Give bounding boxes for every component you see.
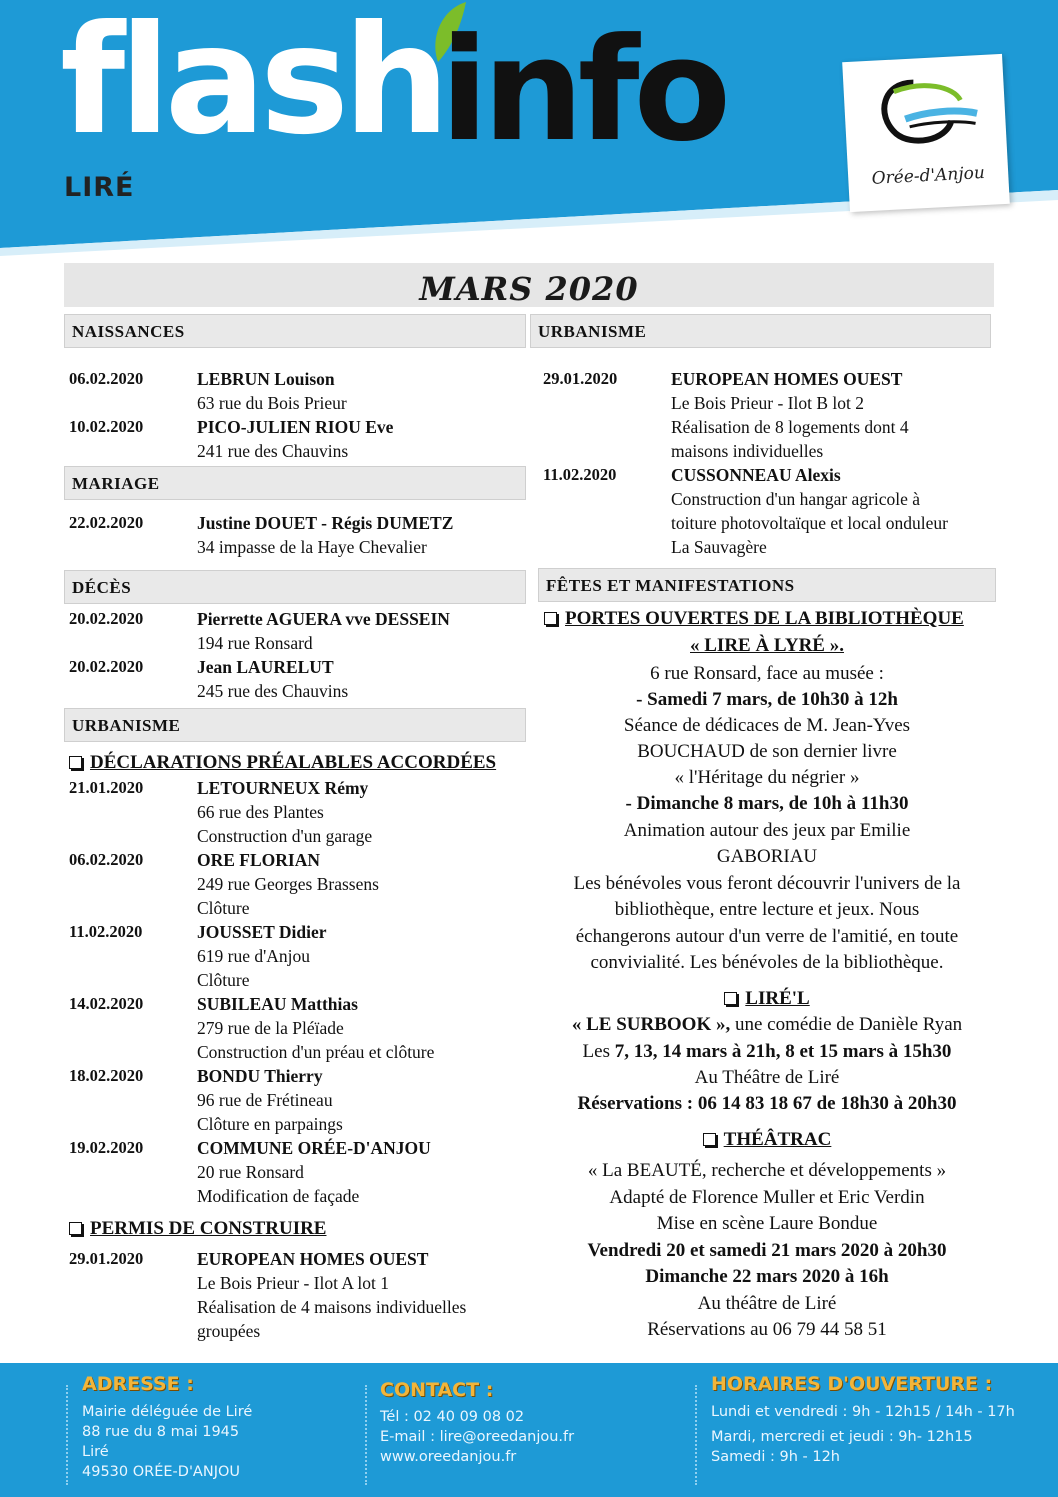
footer-horaires-title: HORAIRES D'OUVERTURE : <box>711 1373 993 1395</box>
logo-text: Orée-d'Anjou <box>871 162 986 189</box>
footer-contact-title: CONTACT : <box>380 1379 494 1401</box>
footer-horaires-line: Samedi : 9h - 12h <box>711 1449 840 1465</box>
subsection-permis: PERMIS DE CONSTRUIRE <box>69 1218 326 1240</box>
oree-danjou-logo <box>842 54 1010 212</box>
theatrac-line: Adapté de Florence Muller et Eric Verdin <box>609 1187 925 1208</box>
entry-line: groupées <box>197 1321 261 1341</box>
lirel-line: Les 7, 13, 14 mars à 21h, 8 et 15 mars à 15h30 <box>582 1041 952 1062</box>
entry-line: maisons individuelles <box>671 441 824 461</box>
logo-icon <box>863 69 988 165</box>
section-mariage: MARIAGE <box>64 466 526 500</box>
lirel-line: Au Théâtre de Liré <box>694 1067 840 1088</box>
entry-name: CUSSONNEAU Alexis <box>671 465 841 485</box>
subsection-declarations: DÉCLARATIONS PRÉALABLES ACCORDÉES <box>69 752 496 774</box>
footer-divider <box>695 1385 697 1485</box>
bib-line: bibliothèque, entre lecture et jeux. Nous <box>614 899 920 920</box>
brand-info: info <box>440 8 726 173</box>
footer-contact-line: Tél : 02 40 09 08 02 <box>380 1409 525 1425</box>
theatrac-line: Dimanche 22 mars 2020 à 16h <box>645 1266 889 1287</box>
entry-line: La Sauvagère <box>671 537 767 557</box>
date: 11.02.2020 <box>543 465 617 484</box>
bib-line: Animation autour des jeux par Emilie <box>623 820 911 841</box>
entry-name: Justine DOUET - Régis DUMETZ <box>197 513 454 533</box>
entry-line: Construction d'un hangar agricole à <box>671 489 921 509</box>
bib-line: GABORIAU <box>716 846 818 867</box>
bib-line: - Dimanche 8 mars, de 10h à 11h30 <box>625 793 909 814</box>
date: 29.01.2020 <box>69 1249 144 1268</box>
bib-line: convivialité. Les bénévoles de la bibliothèque. <box>590 952 944 973</box>
entry-name: ORE FLORIAN <box>197 850 320 870</box>
bib-line: - Samedi 7 mars, de 10h30 à 12h <box>636 689 898 710</box>
entry-name: LEBRUN Louison <box>197 369 335 389</box>
entry-name: COMMUNE ORÉE-D'ANJOU <box>197 1138 431 1158</box>
footer-adresse-line: Liré <box>82 1444 109 1460</box>
entry-line: 96 rue de Frétineau <box>197 1090 333 1110</box>
entry-line: 66 rue des Plantes <box>197 802 324 822</box>
entry-line: Le Bois Prieur - Ilot A lot 1 <box>197 1273 390 1293</box>
entry-line: 619 rue d'Anjou <box>197 946 310 966</box>
entry-line: 241 rue des Chauvins <box>197 441 349 461</box>
subsection-bibliotheque: PORTES OUVERTES DE LA BIBLIOTHÈQUE <box>544 608 964 630</box>
commune-name: LIRÉ <box>64 172 135 203</box>
footer-adresse-line: Mairie déléguée de Liré <box>82 1404 253 1420</box>
date: 18.02.2020 <box>69 1066 144 1085</box>
theatrac-line: Vendredi 20 et samedi 21 mars 2020 à 20h30 <box>587 1240 947 1261</box>
lirel-line: « LE SURBOOK », une comédie de Danièle Ryan <box>571 1014 963 1035</box>
date: 20.02.2020 <box>69 609 144 628</box>
footer-adresse-line: 88 rue du 8 mai 1945 <box>82 1424 240 1440</box>
entry-line: toiture photovoltaïque et local onduleur <box>671 513 949 533</box>
bib-line: Séance de dédicaces de M. Jean-Yves <box>623 715 911 736</box>
date: 22.02.2020 <box>69 513 144 532</box>
entry-line: 34 impasse de la Haye Chevalier <box>197 537 427 557</box>
entry-name: PICO-JULIEN RIOU Eve <box>197 417 394 437</box>
entry-name: BONDU Thierry <box>197 1066 323 1086</box>
footer-adresse-line: 49530 ORÉE-D'ANJOU <box>82 1464 240 1480</box>
bib-line: « l'Héritage du négrier » <box>674 767 860 788</box>
date: 19.02.2020 <box>69 1138 144 1157</box>
entry-line: 194 rue Ronsard <box>197 633 313 653</box>
footer-horaires-line: Mardi, mercredi et jeudi : 9h- 12h15 <box>711 1429 973 1445</box>
entry-name: SUBILEAU Matthias <box>197 994 358 1014</box>
entry-line: 63 rue du Bois Prieur <box>197 393 347 413</box>
entry-name: Pierrette AGUERA vve DESSEIN <box>197 609 450 629</box>
theatrac-line: Réservations au 06 79 44 58 51 <box>647 1319 887 1340</box>
subsection-lirel: LIRÉ'L <box>538 986 996 1013</box>
date: 29.01.2020 <box>543 369 618 388</box>
brand-flash: flash <box>60 0 444 168</box>
entry-line: 245 rue des Chauvins <box>197 681 349 701</box>
entry-line: Le Bois Prieur - Ilot B lot 2 <box>671 393 864 413</box>
section-naissances: NAISSANCES <box>64 314 526 348</box>
lirel-line: Réservations : 06 14 83 18 67 de 18h30 à 20h30 <box>577 1093 957 1114</box>
bib-line: échangerons autour d'un verre de l'amitié, en toute <box>575 926 959 947</box>
entry-line: Réalisation de 4 maisons individuelles <box>197 1297 467 1317</box>
section-urbanisme-left: URBANISME <box>64 708 526 742</box>
section-urbanisme-right: URBANISME <box>530 314 991 348</box>
entry-name: EUROPEAN HOMES OUEST <box>671 369 903 389</box>
entry-line: Clôture <box>197 970 250 990</box>
checkbox-icon <box>69 1222 82 1235</box>
checkbox-icon <box>544 612 557 625</box>
checkbox-icon <box>69 756 82 769</box>
entry-line: Construction d'un préau et clôture <box>197 1042 435 1062</box>
footer-divider <box>66 1385 68 1485</box>
subsection-theatrac: THÉÂTRAC <box>538 1127 996 1154</box>
footer-adresse-title: ADRESSE : <box>82 1373 194 1395</box>
section-deces: DÉCÈS <box>64 570 526 604</box>
section-fetes: FÊTES ET MANIFESTATIONS <box>538 568 996 602</box>
date: 20.02.2020 <box>69 657 144 676</box>
bibliotheque-subtitle: « LIRE À LYRÉ ». <box>690 635 844 656</box>
entry-line: Clôture en parpaings <box>197 1114 343 1134</box>
theatrac-line: « La BEAUTÉ, recherche et développements » <box>587 1160 947 1181</box>
date: 14.02.2020 <box>69 994 144 1013</box>
entry-line: Construction d'un garage <box>197 826 373 846</box>
entry-line: 20 rue Ronsard <box>197 1162 304 1182</box>
footer-contact-line[interactable]: www.oreedanjou.fr <box>380 1449 517 1465</box>
theatrac-line: Au théâtre de Liré <box>697 1293 837 1314</box>
footer-divider <box>365 1385 367 1485</box>
entry-line: Réalisation de 8 logements dont 4 <box>671 417 909 437</box>
entry-line: Clôture <box>197 898 250 918</box>
footer-horaires-line: Lundi et vendredi : 9h - 12h15 / 14h - 17h <box>711 1404 1015 1420</box>
checkbox-icon <box>703 1133 716 1146</box>
entry-name: LETOURNEUX Rémy <box>197 778 369 798</box>
date: 06.02.2020 <box>69 850 144 869</box>
entry-line: Modification de façade <box>197 1186 360 1206</box>
entry-name: JOUSSET Didier <box>197 922 327 942</box>
month-title: MARS 2020 <box>419 270 639 308</box>
bib-line: Les bénévoles vous feront découvrir l'univers de la <box>573 873 961 894</box>
entry-name: Jean LAURELUT <box>197 657 334 677</box>
bib-line: BOUCHAUD de son dernier livre <box>637 741 897 762</box>
date: 11.02.2020 <box>69 922 143 941</box>
bib-line: 6 rue Ronsard, face au musée : <box>650 663 884 684</box>
date: 06.02.2020 <box>69 369 144 388</box>
checkbox-icon <box>724 992 737 1005</box>
footer <box>0 1363 1058 1497</box>
entry-name: EUROPEAN HOMES OUEST <box>197 1249 429 1269</box>
theatrac-line: Mise en scène Laure Bondue <box>656 1213 878 1234</box>
entry-line: 249 rue Georges Brassens <box>197 874 379 894</box>
date: 21.01.2020 <box>69 778 144 797</box>
footer-contact-line[interactable]: E-mail : lire@oreedanjou.fr <box>380 1429 575 1445</box>
date: 10.02.2020 <box>69 417 144 436</box>
entry-line: 279 rue de la Pléïade <box>197 1018 344 1038</box>
